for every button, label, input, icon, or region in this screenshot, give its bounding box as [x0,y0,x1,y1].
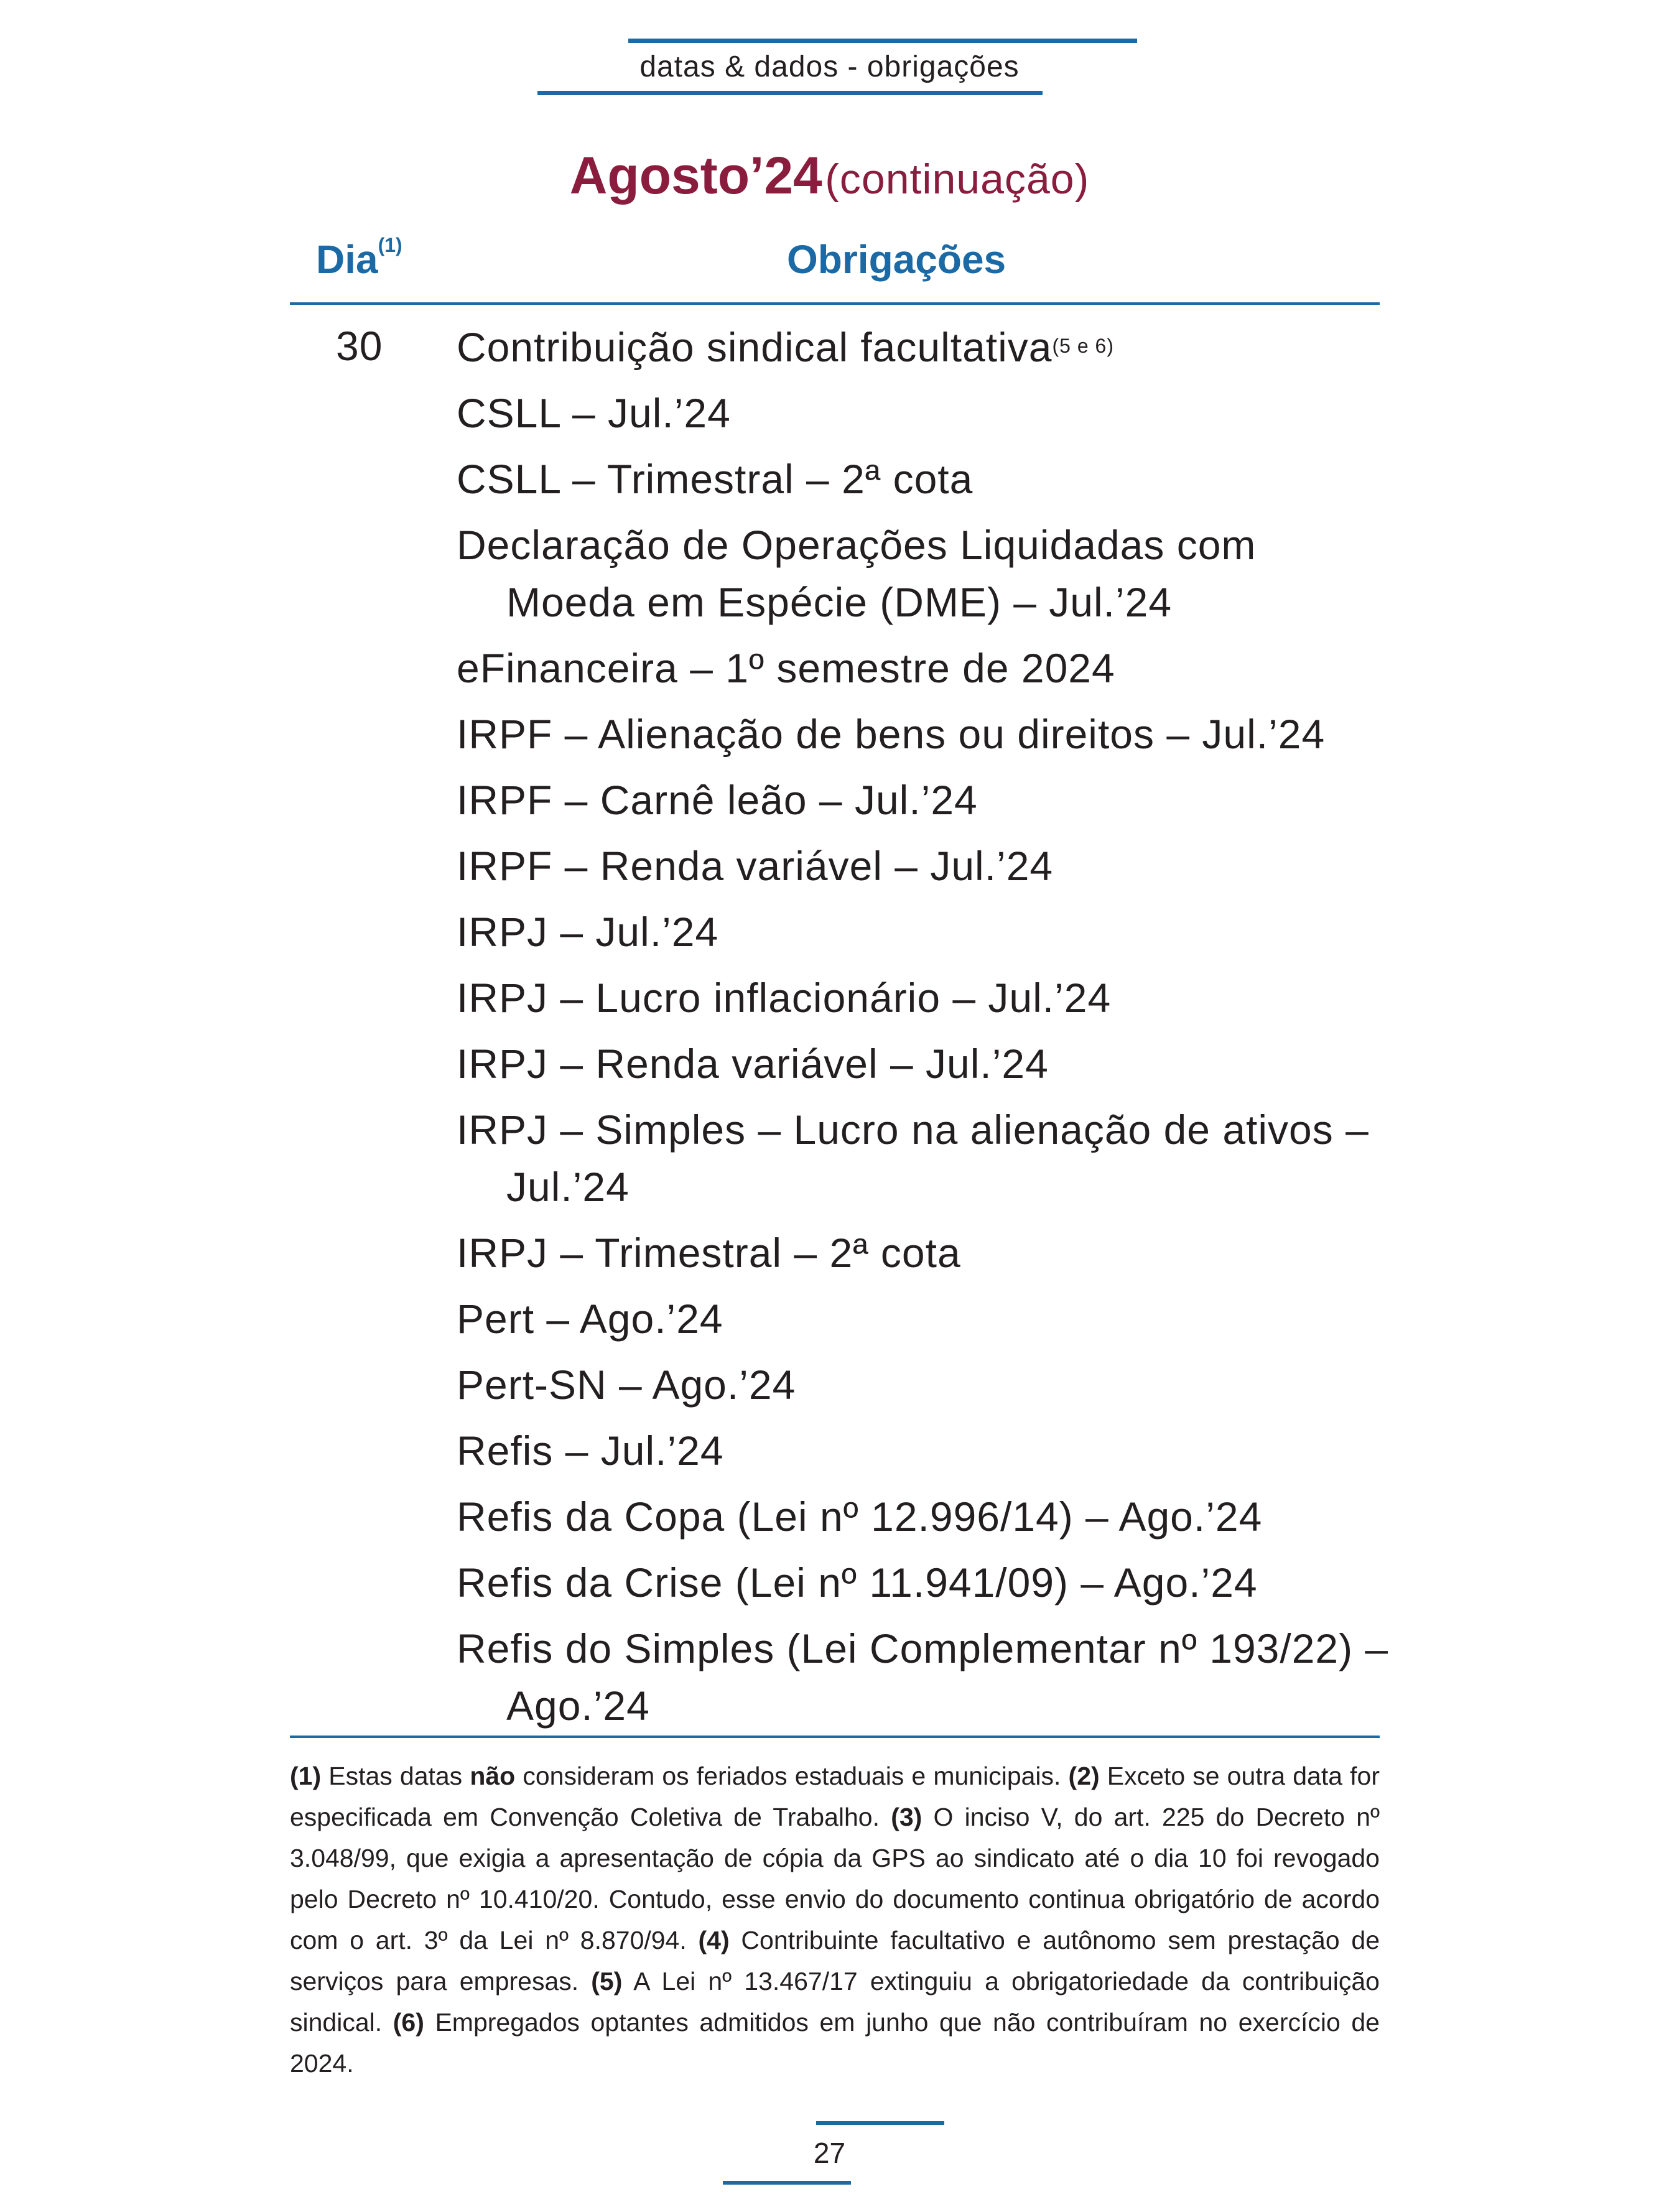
title-continuation: (continuação) [825,156,1090,203]
obligation-item: CSLL – Jul.’24 [457,390,731,436]
obligation-item: Refis da Crise (Lei nº 11.941/09) – Ago.’24 [457,1559,1258,1606]
obligation-item: CSLL – Trimestral – 2ª cota [457,456,974,502]
column-header-day [316,236,402,282]
obligation-item: IRPJ – Simples – Lucro na alienação de ativos – Jul.’24 [457,1107,1369,1210]
obligation-text: Contribuição sindical facultativa [457,324,1053,370]
obligations-list [457,318,1390,1743]
header-bottom-rule [537,91,1043,95]
obligation-item [457,318,1390,376]
footnotes-rule [290,1736,1380,1738]
column-header-day-label: Dia [316,237,378,282]
footnote-1-text-cont: consideram os feriados estaduais e municipais. [515,1762,1069,1790]
obligation-item: Refis do Simples (Lei Complementar nº 193/22) – Ago.’24 [457,1625,1389,1729]
footnote-4-label: (4) [698,1926,730,1954]
obligation-note: (5 e 6) [1052,335,1114,357]
obligation-item: Pert – Ago.’24 [457,1296,723,1342]
section-header: datas & dados - obrigações [639,50,1020,83]
obligation-item: IRPJ – Jul.’24 [457,909,719,955]
footnote-6-label: (6) [393,2008,424,2037]
footnote-3-text: O inciso V, do art. 225 do Decreto nº 3.048/99, que exigia a apresentação de cópia da GPS ao sindicato até o dia 10 foi revogado pelo Decreto nº 10.410/20. Contudo, esse envio do documento continua obrigatório de acordo com o art. 3º da Lei nº 8.870/94. [290,1803,1380,1954]
obligation-item: IRPJ – Trimestral – 2ª cota [457,1230,961,1276]
obligation-item: Pert-SN – Ago.’24 [457,1362,796,1408]
footnote-4-text: Contribuinte facultativo e autônomo sem prestação de serviços para empresas. [290,1926,1380,1996]
footnote-2-text: Exceto se outra data for especificada em Convenção Coletiva de Trabalho. [290,1762,1380,1831]
page-number-bottom-rule [723,2181,851,2185]
column-header-obligations: Obrigações [787,237,1006,282]
footnote-5-text: A Lei nº 13.467/17 extinguiu a obrigatoriedade da contribuição sindical. [290,1967,1380,2037]
obligation-item: IRPJ – Lucro inflacionário – Jul.’24 [457,975,1112,1021]
footnote-6-text: Empregados optantes admitidos em junho que não contribuíram no exercício de 2024. [290,2008,1380,2078]
footnote-2-label: (2) [1068,1762,1100,1790]
page-number-top-rule [816,2121,944,2125]
obligation-item: eFinanceira – 1º semestre de 2024 [457,645,1115,691]
page-number: 27 [813,2137,846,2169]
footnote-5-label: (5) [591,1967,623,1996]
footnotes [290,1755,1380,2084]
footnote-1-text: Estas datas [321,1762,470,1790]
title-month: Agosto’24 [569,146,822,205]
column-header-day-note: (1) [378,234,402,256]
footnote-3-label: (3) [891,1803,922,1831]
day-number: 30 [336,323,383,369]
obligation-item: Refis – Jul.’24 [457,1428,724,1474]
obligation-item: IRPF – Alienação de bens ou direitos – Jul.’24 [457,711,1326,757]
footnote-1-label: (1) [290,1762,322,1790]
page-title [0,144,1659,222]
footnote-1-emphasis: não [470,1762,516,1790]
table-header-rule [290,302,1380,305]
obligation-item: IRPF – Renda variável – Jul.’24 [457,843,1054,889]
obligation-item: Refis da Copa (Lei nº 12.996/14) – Ago.’24 [457,1494,1263,1540]
obligation-item: Declaração de Operações Liquidadas com Moeda em Espécie (DME) – Jul.’24 [457,522,1257,625]
header-top-rule [628,39,1137,43]
obligation-item: IRPJ – Renda variável – Jul.’24 [457,1041,1049,1087]
obligation-item: IRPF – Carnê leão – Jul.’24 [457,777,978,823]
